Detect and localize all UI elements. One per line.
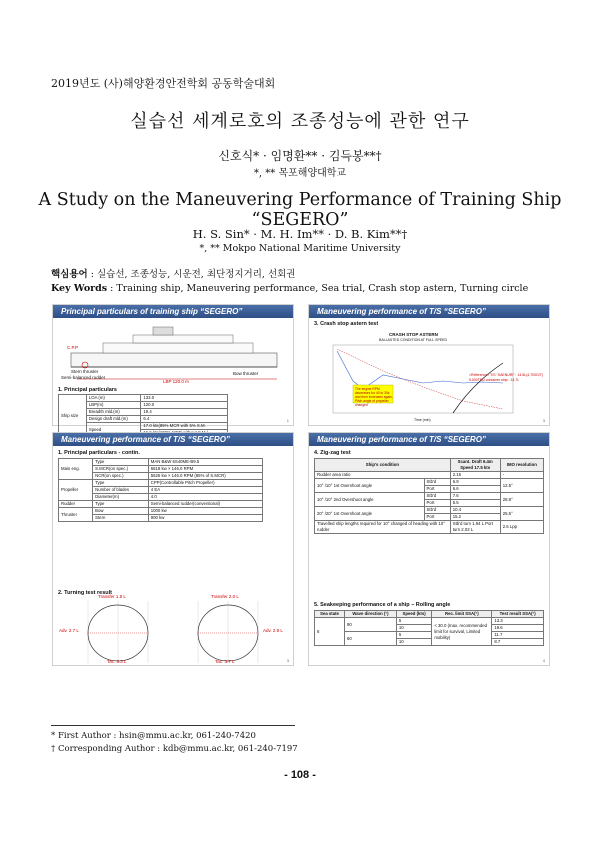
note-engine: The engine RPM decreases for 40 to 30s and then increases again, Pitch angle of propeller changed xyxy=(355,387,393,407)
advance-right: Adv. 2.9 L xyxy=(263,628,283,633)
note-reference: <Reference> T/S “SAENURI” : 14.5L(4,700G/T) 5,000TEU container ship : 14.7L xyxy=(469,373,544,382)
table-cell: Type xyxy=(93,459,149,466)
table-cell: 10 xyxy=(396,625,431,632)
table-cell: Stb'd xyxy=(424,479,450,486)
table-cell: 6618 kw × 146.0 RPM xyxy=(148,466,262,473)
table-row xyxy=(59,508,263,515)
table-cell: LBP(m) xyxy=(86,402,141,409)
turning-circles xyxy=(53,597,295,667)
english-affiliation: *, ** Mokpo National Maritime University xyxy=(199,243,401,254)
table-cell: 10.4 xyxy=(450,507,500,514)
table-header: Ship's condition xyxy=(315,459,451,472)
table-cell: Port xyxy=(424,486,450,493)
table-cell: Stb'd xyxy=(424,507,450,514)
table-cell: 10° /10° 2nd Overshoot angle xyxy=(315,493,425,507)
table-cell: 28.9° xyxy=(500,493,543,507)
table-cell: 7.6 xyxy=(450,493,500,500)
table-header: Sea state xyxy=(315,611,345,618)
table-cell: 2.15 xyxy=(450,472,500,479)
table-cell: 90 xyxy=(345,618,397,632)
korean-affiliation: *, ** 목포해양대학교 xyxy=(253,168,347,179)
table-cell: Rudder area ratio xyxy=(315,472,451,479)
english-keywords xyxy=(51,283,528,294)
table-cell: 6 xyxy=(315,618,345,646)
table-cell: 5.5 xyxy=(450,500,500,507)
table-cell: 4 EA xyxy=(148,487,262,494)
section-zigzag: 4. Zig-zag test xyxy=(314,450,351,456)
table-cell: 1000 kw xyxy=(148,508,262,515)
english-keywords-text: : Training ship, Maneuvering performance, Sea trial, Crash stop astern, Turning circle xyxy=(107,283,529,294)
section-seakeeping: 5. Seakeeping performance of a ship – Rolling angle xyxy=(314,602,451,608)
table-cell: Rudder xyxy=(59,501,93,508)
table-cell: Design draft mld.(m) xyxy=(86,416,141,423)
principal-table xyxy=(58,394,228,437)
slide-number: 3 xyxy=(542,418,545,423)
table-cell: Stb'd xyxy=(424,493,450,500)
table-header: Rec. limit SSA(°) xyxy=(432,611,492,618)
table-row xyxy=(59,395,228,402)
transfer-right: Transfer 2.0 L xyxy=(211,594,239,599)
table-row xyxy=(315,479,544,486)
x-axis-label: Time (min) xyxy=(414,418,431,422)
table-cell: 6.6 xyxy=(450,486,500,493)
korean-keywords xyxy=(51,266,295,280)
table-cell: 60 xyxy=(345,632,397,646)
table-cell: 19.6 xyxy=(492,625,544,632)
table-row xyxy=(315,472,544,479)
table-header: Scant. Draft 6.4m Speed 17.5 kts xyxy=(450,459,500,472)
english-authors: H. S. Sin* · M. H. Im** · D. B. Kim**† xyxy=(192,227,408,241)
table-cell: 11.7 xyxy=(492,632,544,639)
table-cell: 120.0 xyxy=(141,402,228,409)
slide-number: 4 xyxy=(542,658,545,663)
table-row xyxy=(315,507,544,514)
section-turning: 2. Turning test result xyxy=(58,590,112,596)
table-cell: Speed xyxy=(86,423,141,437)
table-cell: 15.2 xyxy=(450,514,500,521)
slide-number: 1 xyxy=(286,418,289,423)
page-number: - 108 - xyxy=(284,769,316,781)
table-cell: 6.9 xyxy=(450,479,500,486)
rolling-table xyxy=(314,610,544,646)
section-crash-stop: 3. Crash stop astern test xyxy=(314,321,379,327)
table-cell: 133.0 xyxy=(141,395,228,402)
chart-title: CRASH STOP ASTERN xyxy=(389,332,438,337)
korean-title: 실습선 세계로호의 조종성능에 관한 연구 xyxy=(130,111,470,132)
table-cell: 12.5° xyxy=(500,479,543,493)
rudder-label: Semi-balanced rudder xyxy=(61,375,106,380)
table-cell: 5 xyxy=(396,618,431,625)
group-cell: Ship size xyxy=(59,395,87,437)
panel-zigzag xyxy=(308,432,550,666)
table-cell: Diameter(m) xyxy=(93,494,149,501)
korean-authors: 신호식* · 임명환** · 김득봉**† xyxy=(218,149,382,163)
table-row xyxy=(315,618,544,625)
footnote-first-author: * First Author : hsin@mmu.ac.kr, 061-240-7420 xyxy=(51,731,256,741)
table-header: Speed (kts) xyxy=(396,611,431,618)
table-cell: NCR(on spec.) xyxy=(93,473,149,480)
zigzag-table xyxy=(314,458,544,534)
panel-principal-particulars xyxy=(52,304,294,432)
table-cell: Bow xyxy=(93,508,149,515)
table-cell: MAN B&W 6S40ME-B9.5 xyxy=(148,459,262,466)
korean-keywords-label: 핵심용어 xyxy=(51,269,88,280)
table-row xyxy=(315,521,544,534)
stern-thruster-label: Stern thruster xyxy=(71,369,99,374)
table-row xyxy=(315,632,544,639)
table-cell: 5625 kw × 146.0 RPM (85% of S.MCR) xyxy=(148,473,262,480)
table-cell: Stern xyxy=(93,515,149,522)
table-row xyxy=(315,459,544,472)
tactical-left: Tac. 3.3 L xyxy=(107,659,127,664)
table-cell: LOA (m) xyxy=(86,395,141,402)
lbp-label: LBP 120.0 m xyxy=(163,379,189,384)
table-cell: 10 xyxy=(396,639,431,646)
table-cell: - xyxy=(500,472,543,479)
advance-left: Adv. 2.7 L xyxy=(59,628,79,633)
section-principal-contin: 1. Principal particulars - contin. xyxy=(58,450,140,456)
panel-title: Principal particulars of training ship “SEGERO” xyxy=(53,305,293,318)
table-cell: Port xyxy=(424,514,450,521)
table-cell: Thruster xyxy=(59,508,93,522)
tactical-right: Tac. 3.7 L xyxy=(215,659,235,664)
table-cell: 20° /20° 1st Overshoot angle xyxy=(315,507,425,521)
table-cell: Main eng. xyxy=(59,459,93,480)
korean-keywords-text: : 실습선, 조종성능, 시운전, 최단정지거리, 선회권 xyxy=(87,269,296,280)
table-cell: 5 xyxy=(396,632,431,639)
table-cell: Propeller xyxy=(59,480,93,501)
table-cell: S.MCR(on spec.) xyxy=(93,466,149,473)
panel-title: Maneuvering performance of T/S “SEGERO” xyxy=(309,433,549,446)
table-cell: < 30.0 (max. recommended limit for survival, Limited mobility) xyxy=(432,618,492,646)
footnote-divider xyxy=(51,725,295,726)
table-cell: Port xyxy=(424,500,450,507)
table-cell: CPP(Controllable Pitch Propeller) xyxy=(148,480,262,487)
table-row xyxy=(59,501,263,508)
table-cell: 900 kw xyxy=(148,515,262,522)
table-cell: 6.4 xyxy=(141,416,228,423)
section-principal: 1. Principal particulars xyxy=(58,387,117,393)
panel-crash-stop xyxy=(308,304,550,426)
table-cell: Travelled ship lengths required for 10° changed of heading with 10° rudder xyxy=(315,521,451,534)
table-cell: Number of blades xyxy=(93,487,149,494)
table-cell: 8.7 xyxy=(492,639,544,646)
chart-subtitle: BALLASTED CONDITION AT FULL SPEED xyxy=(379,338,448,342)
table-row xyxy=(59,459,263,466)
table-cell: 17.0 kts(85% MCR with 5% S.M. xyxy=(141,423,228,430)
table-cell: Semi-balanced rudder(conventional) xyxy=(148,501,262,508)
panel-title: Maneuvering performance of T/S “SEGERO” xyxy=(309,305,549,318)
machinery-table xyxy=(58,458,263,522)
table-row xyxy=(315,493,544,500)
panel-particulars-contin xyxy=(52,432,294,666)
slide-number: 3 xyxy=(286,658,289,663)
cpp-label: C.P.P xyxy=(67,345,79,350)
bow-thruster-label: Bow thruster xyxy=(233,371,259,376)
table-cell: 13.3 xyxy=(492,618,544,625)
table-header: Test result SSA(°) xyxy=(492,611,544,618)
table-cell: 4.0 xyxy=(148,494,262,501)
table-header: Wave direction (°) xyxy=(345,611,397,618)
table-row xyxy=(315,611,544,618)
english-title: A Study on the Maneuvering Performance of Training Ship “SEGERO” xyxy=(38,190,562,230)
table-row xyxy=(59,480,263,487)
table-header: IMO resolution xyxy=(500,459,543,472)
table-cell: Type xyxy=(93,501,149,508)
transfer-left: Transfer 1.8 L xyxy=(98,594,126,599)
table-cell: 19.4 xyxy=(141,409,228,416)
table-cell: Stb'd turn 1.94 L Port turn 2.02 L xyxy=(450,521,500,534)
table-cell: Breadth mld.(m) xyxy=(86,409,141,416)
table-cell: Type xyxy=(93,480,149,487)
table-cell: 10° /10° 1st Overshoot angle xyxy=(315,479,425,493)
panel-title: Maneuvering performance of T/S “SEGERO” xyxy=(53,433,293,446)
table-cell: 25.5° xyxy=(500,507,543,521)
conference-name: 2019년도 (사)해양환경안전학회 공동학술대회 xyxy=(51,77,276,90)
english-keywords-label: Key Words xyxy=(51,283,108,294)
footnote-corresponding-author: † Corresponding Author : kdb@mmu.ac.kr, 061-240-7197 xyxy=(51,744,298,754)
table-cell: 2.5 Lpp xyxy=(500,521,543,534)
